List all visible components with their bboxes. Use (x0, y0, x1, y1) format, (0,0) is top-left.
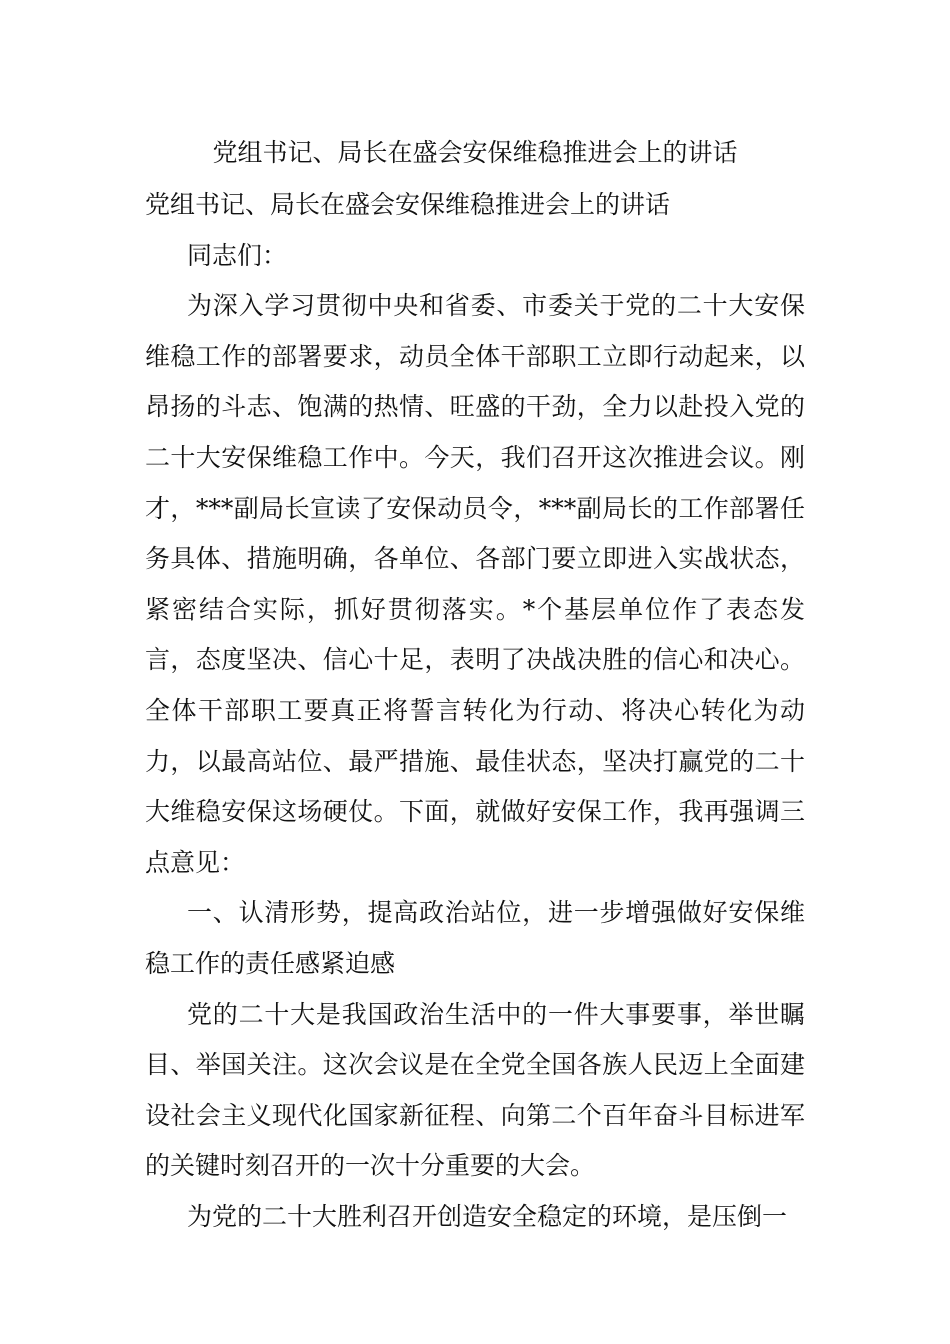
paragraph-section-1: 党的二十大是我国政治生活中的一件大事要事，举世瞩目、举国关注。这次会议是在全党全国各族人民迈上全面建设社会主义现代化国家新征程、向第二个百年奋斗目标进军的关键时刻召开的一次十分重要的大会。 (145, 999, 805, 1181)
salutation: 同志们： (187, 240, 288, 270)
section-heading-1: 一、认清形势，提高政治站位，进一步增强做好安保维稳工作的责任感紧迫感 (145, 898, 805, 978)
document-body (145, 180, 805, 1242)
paragraph-intro: 为深入学习贯彻中央和省委、市委关于党的二十大安保维稳工作的部署要求，动员全体干部职工立即行动起来，以昂扬的斗志、饱满的热情、旺盛的干劲，全力以赴投入党的二十大安保维稳工作中。今天，我们召开这次推进会议。刚才，***副局长宣读了安保动员令，***副局长的工作部署任务具体、措施明确，各单位、各部门要立即进入实战状态，紧密结合实际，抓好贯彻落实。*个基层单位作了表态发言，态度坚决、信心十足，表明了决战决胜的信心和决心。全体干部职工要真正将誓言转化为行动、将决心转化为动力，以最高站位、最严措施、最佳状态，坚决打赢党的二十大维稳安保这场硬仗。下面，就做好安保工作，我再强调三点意见： (145, 291, 805, 877)
document-subtitle: 党组书记、局长在盛会安保维稳推进会上的讲话 (145, 190, 671, 219)
paragraph-continuation: 为党的二十大胜利召开创造安全稳定的环境，是压倒一 (187, 1201, 788, 1231)
document-header-title: 党组书记、局长在盛会安保维稳推进会上的讲话 (212, 138, 738, 167)
